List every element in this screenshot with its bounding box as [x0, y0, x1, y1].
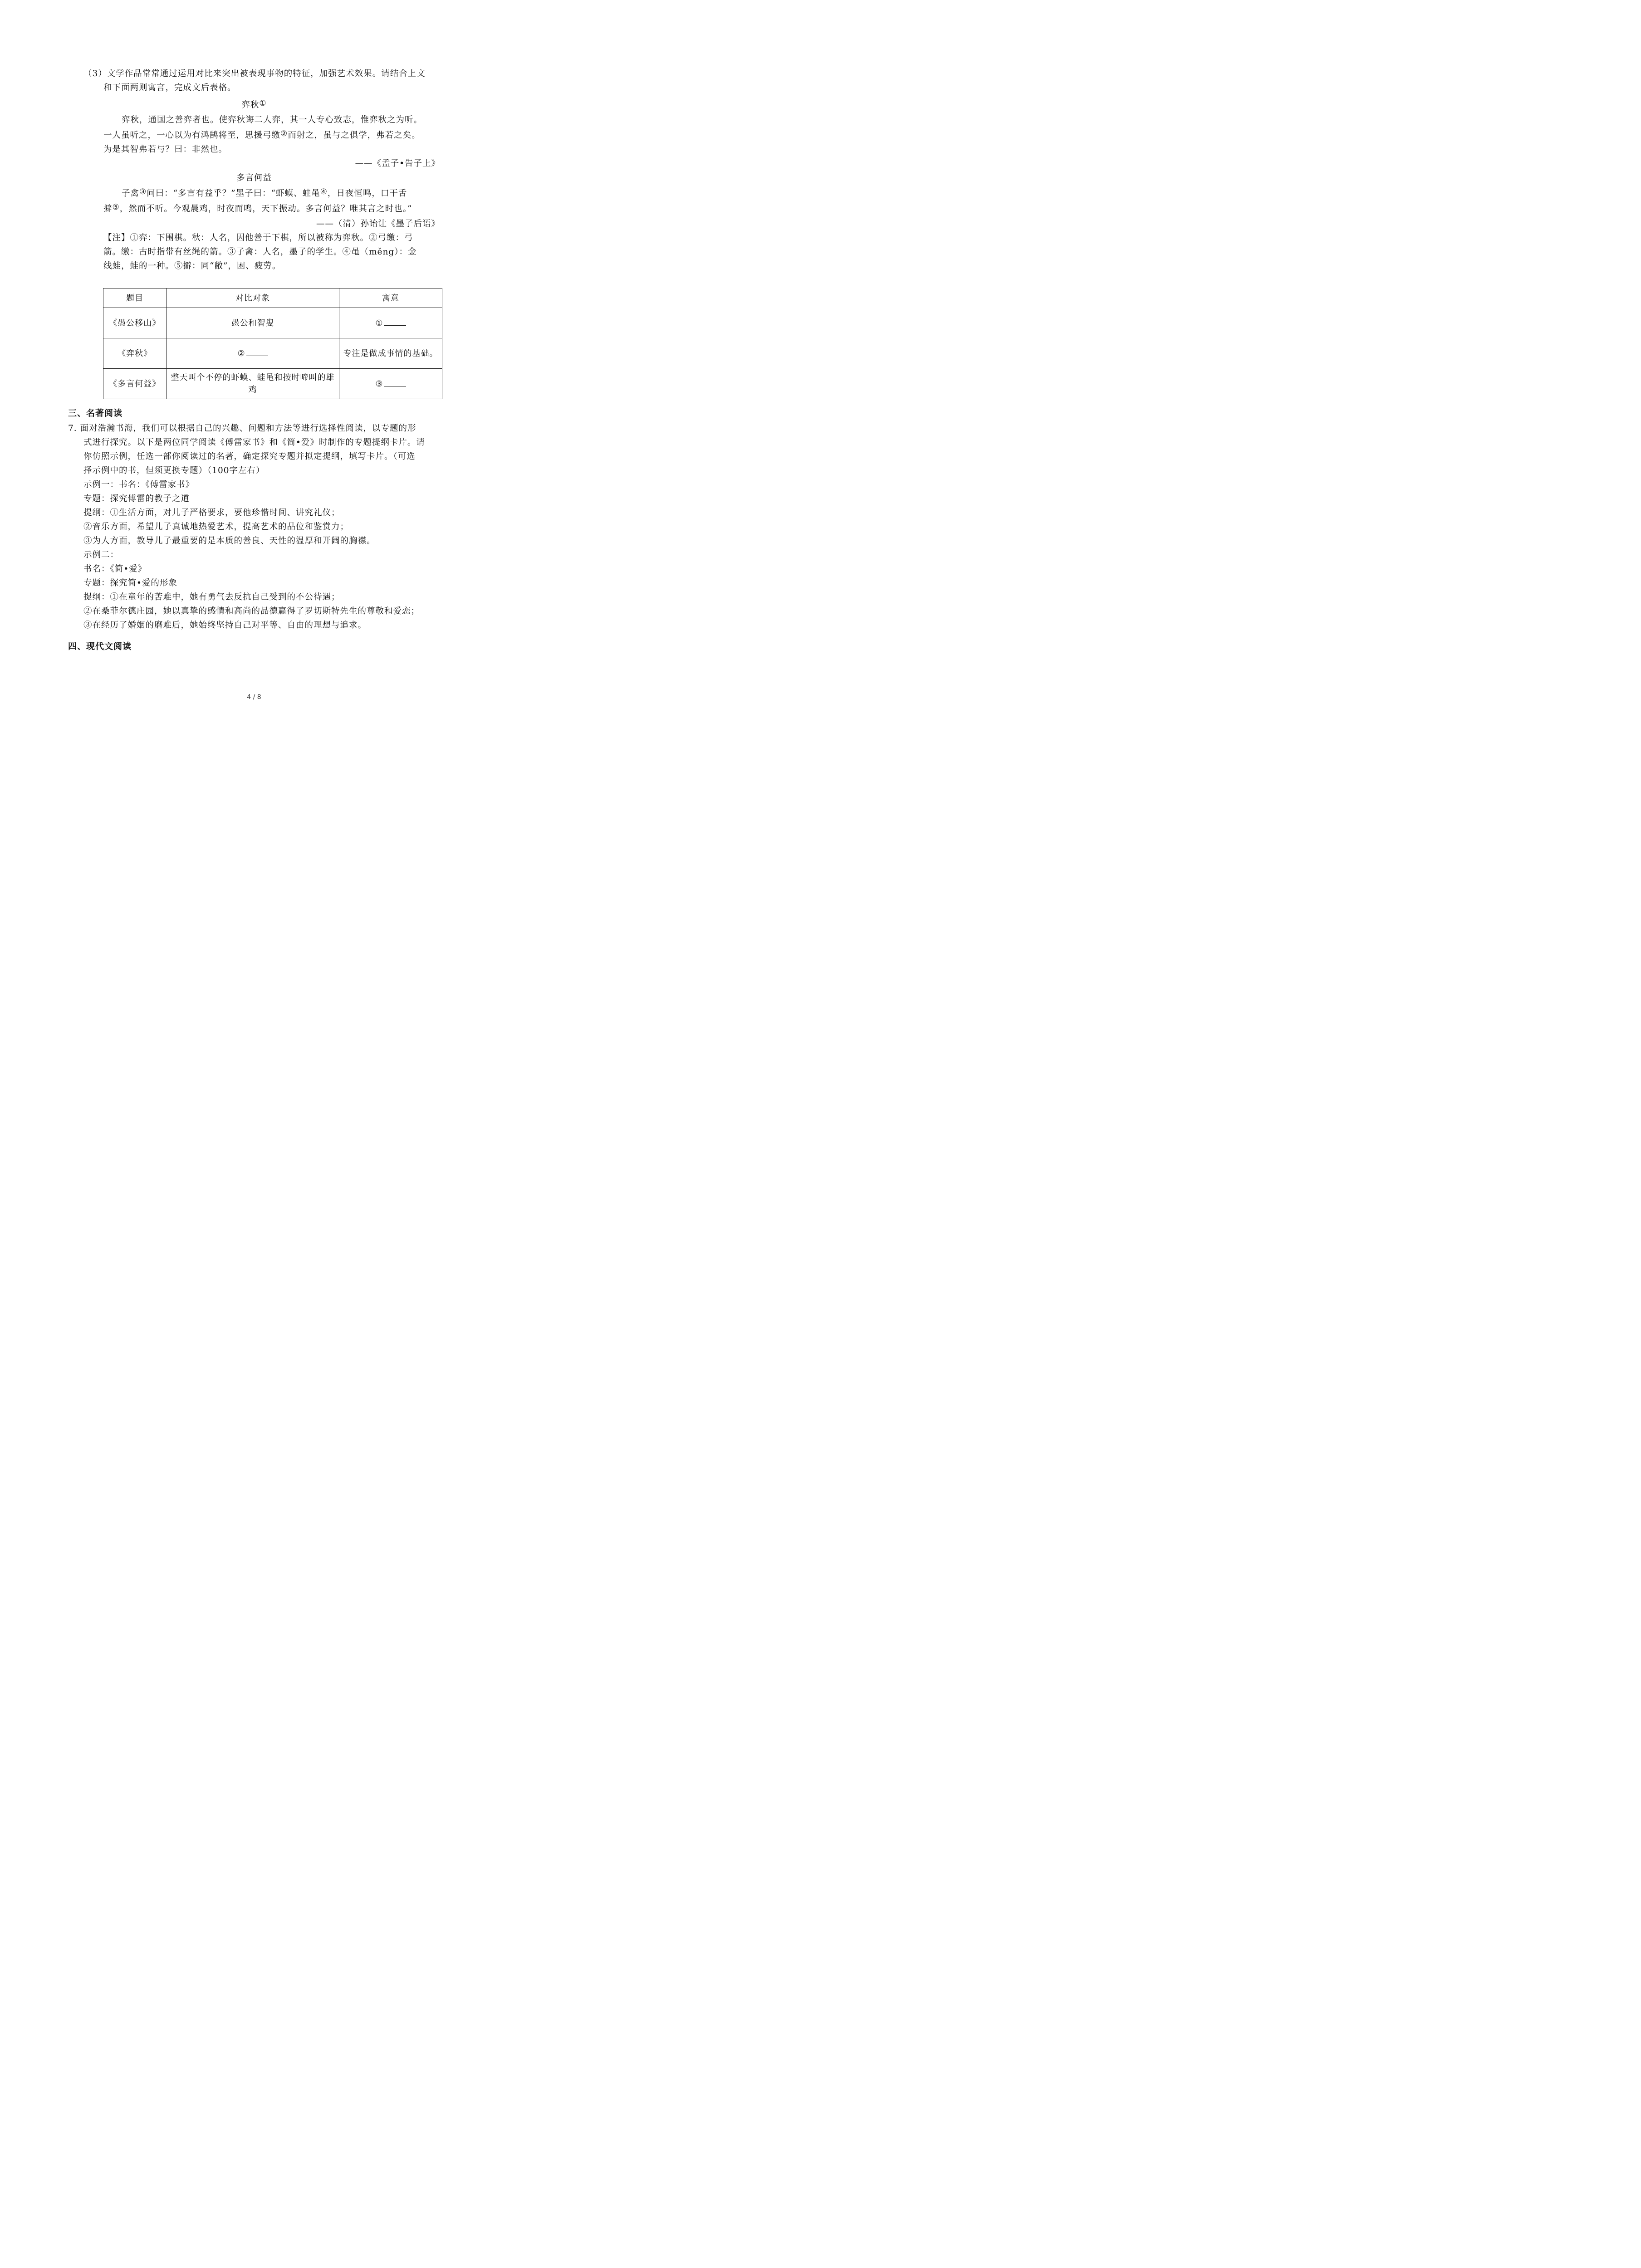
answer-table — [103, 288, 442, 399]
example-2-book: 书名：《简•爱》 — [83, 564, 147, 574]
fable1-line-3: 为是其智弗若与？曰：非然也。 — [103, 145, 228, 154]
fable1-source: ——《孟子•告子上》 — [355, 159, 440, 168]
table-header: 寓意 — [339, 288, 442, 308]
example-2-label: 示例二： — [83, 550, 119, 560]
notes-line-3: 线蛙，蛙的一种。⑤擗：同“敝”，困、疲劳。 — [103, 261, 281, 271]
row-meaning: 专注是做成事情的基础。 — [339, 338, 442, 369]
footnote-marker: ② — [280, 129, 288, 138]
answer-blank-cell[interactable]: ① — [339, 308, 442, 338]
notes-line-1: 【注】①弈：下围棋。秋：人名，因他善于下棋，所以被称为弈秋。②弓缴：弓 — [103, 233, 413, 243]
example-1-outline-2: ②音乐方面，希望儿子真诚地热爱艺术，提高艺术的品位和鉴赏力； — [83, 522, 349, 532]
row-title: 《愚公移山》 — [103, 308, 167, 338]
fable2-line-1: 子禽③问曰：“多言有益乎？”墨子曰：“虾蟆、蛙黾④，日夜恒鸣，口干舌 — [122, 187, 407, 198]
example-1-book: 示例一：书名：《傅雷家书》 — [83, 480, 195, 489]
table-header-row — [103, 288, 442, 308]
row-title: 《弈秋》 — [103, 338, 167, 369]
page-number: 4 / 8 — [247, 694, 261, 701]
row-title: 《多言何益》 — [103, 369, 167, 399]
footnote-marker: ③ — [139, 187, 147, 196]
example-2-outline-3: ③在经历了婚姻的磨难后，她始终坚持自己对平等、自由的理想与追求。 — [83, 621, 367, 630]
table-row — [103, 308, 442, 338]
notes-line-2: 箭。缴：古时指带有丝绳的箭。③子禽：人名，墨子的学生。④黾（měng）：金 — [103, 247, 417, 257]
answer-blank[interactable] — [384, 318, 406, 326]
fable2-line-2: 擗⑤，然而不听。今观晨鸡，时夜而鸣，天下振动。多言何益？唯其言之时也。” — [103, 203, 412, 214]
example-1-outline-1: 提纲：①生活方面，对儿子严格要求，要他珍惜时间、讲究礼仪； — [83, 508, 340, 518]
q3-line-1: （3）文学作品常常通过运用对比来突出被表现事物的特征，加强艺术效果。请结合上文 — [83, 69, 426, 78]
footnote-marker: ⑤ — [112, 203, 120, 212]
q7-line-2: 式进行探究。以下是两位同学阅读《傅雷家书》和《简•爱》时制作的专题提纲卡片。请 — [83, 438, 425, 447]
example-1-outline-3: ③为人方面，教导儿子最重要的是本质的善良、天性的温厚和开阔的胸襟。 — [83, 536, 376, 546]
fable1-line-2: 一人虽听之，一心以为有鸿鹄将至，思援弓缴②而射之，虽与之俱学，弗若之矣。 — [103, 129, 421, 140]
footnote-marker: ① — [259, 99, 267, 108]
table-row — [103, 338, 442, 369]
table-header: 题目 — [103, 288, 167, 308]
document-page — [0, 0, 508, 719]
example-2-outline-2: ②在桑菲尔德庄园，她以真挚的感情和高尚的品德赢得了罗切斯特先生的尊敬和爱恋； — [83, 606, 420, 616]
fable1-line-1: 弈秋，通国之善弈者也。使弈秋诲二人弈，其一人专心致志，惟弈秋之为听。 — [122, 115, 423, 125]
table-row — [103, 369, 442, 399]
example-1-topic: 专题：探究傅雷的教子之道 — [83, 494, 190, 503]
q7-line-1: 7. 面对浩瀚书海，我们可以根据自己的兴趣、问题和方法等进行选择性阅读，以专题的形 — [68, 424, 416, 433]
answer-blank-cell[interactable]: ③ — [339, 369, 442, 399]
q7-line-3: 你仿照示例，任选一部你阅读过的名著，确定探究专题并拟定提纲，填写卡片。（可选 — [83, 452, 416, 461]
answer-blank-cell[interactable]: ② — [167, 338, 339, 369]
q7-line-4: 择示例中的书，但须更换专题）（100字左右） — [83, 466, 265, 475]
example-2-topic: 专题：探究简•爱的形象 — [83, 578, 177, 588]
row-objects: 整天叫个不停的虾蟆、蛙黾和按时啼叫的雄鸡 — [167, 369, 339, 399]
footnote-marker: ④ — [320, 187, 328, 196]
answer-blank[interactable] — [384, 379, 406, 386]
table-header: 对比对象 — [167, 288, 339, 308]
answer-blank[interactable] — [246, 348, 268, 356]
section-3-heading: 三、名著阅读 — [68, 408, 123, 418]
fable2-title: 多言何益 — [236, 173, 272, 183]
section-4-heading: 四、现代文阅读 — [68, 641, 132, 651]
row-objects: 愚公和智叟 — [167, 308, 339, 338]
q3-line-2: 和下面两则寓言，完成文后表格。 — [103, 83, 236, 93]
fable2-source: ——（清）孙诒让《墨子后语》 — [316, 219, 440, 229]
fable1-title: 弈秋① — [241, 99, 267, 110]
example-2-outline-1: 提纲：①在童年的苦难中，她有勇气去反抗自己受到的不公待遇； — [83, 592, 340, 602]
